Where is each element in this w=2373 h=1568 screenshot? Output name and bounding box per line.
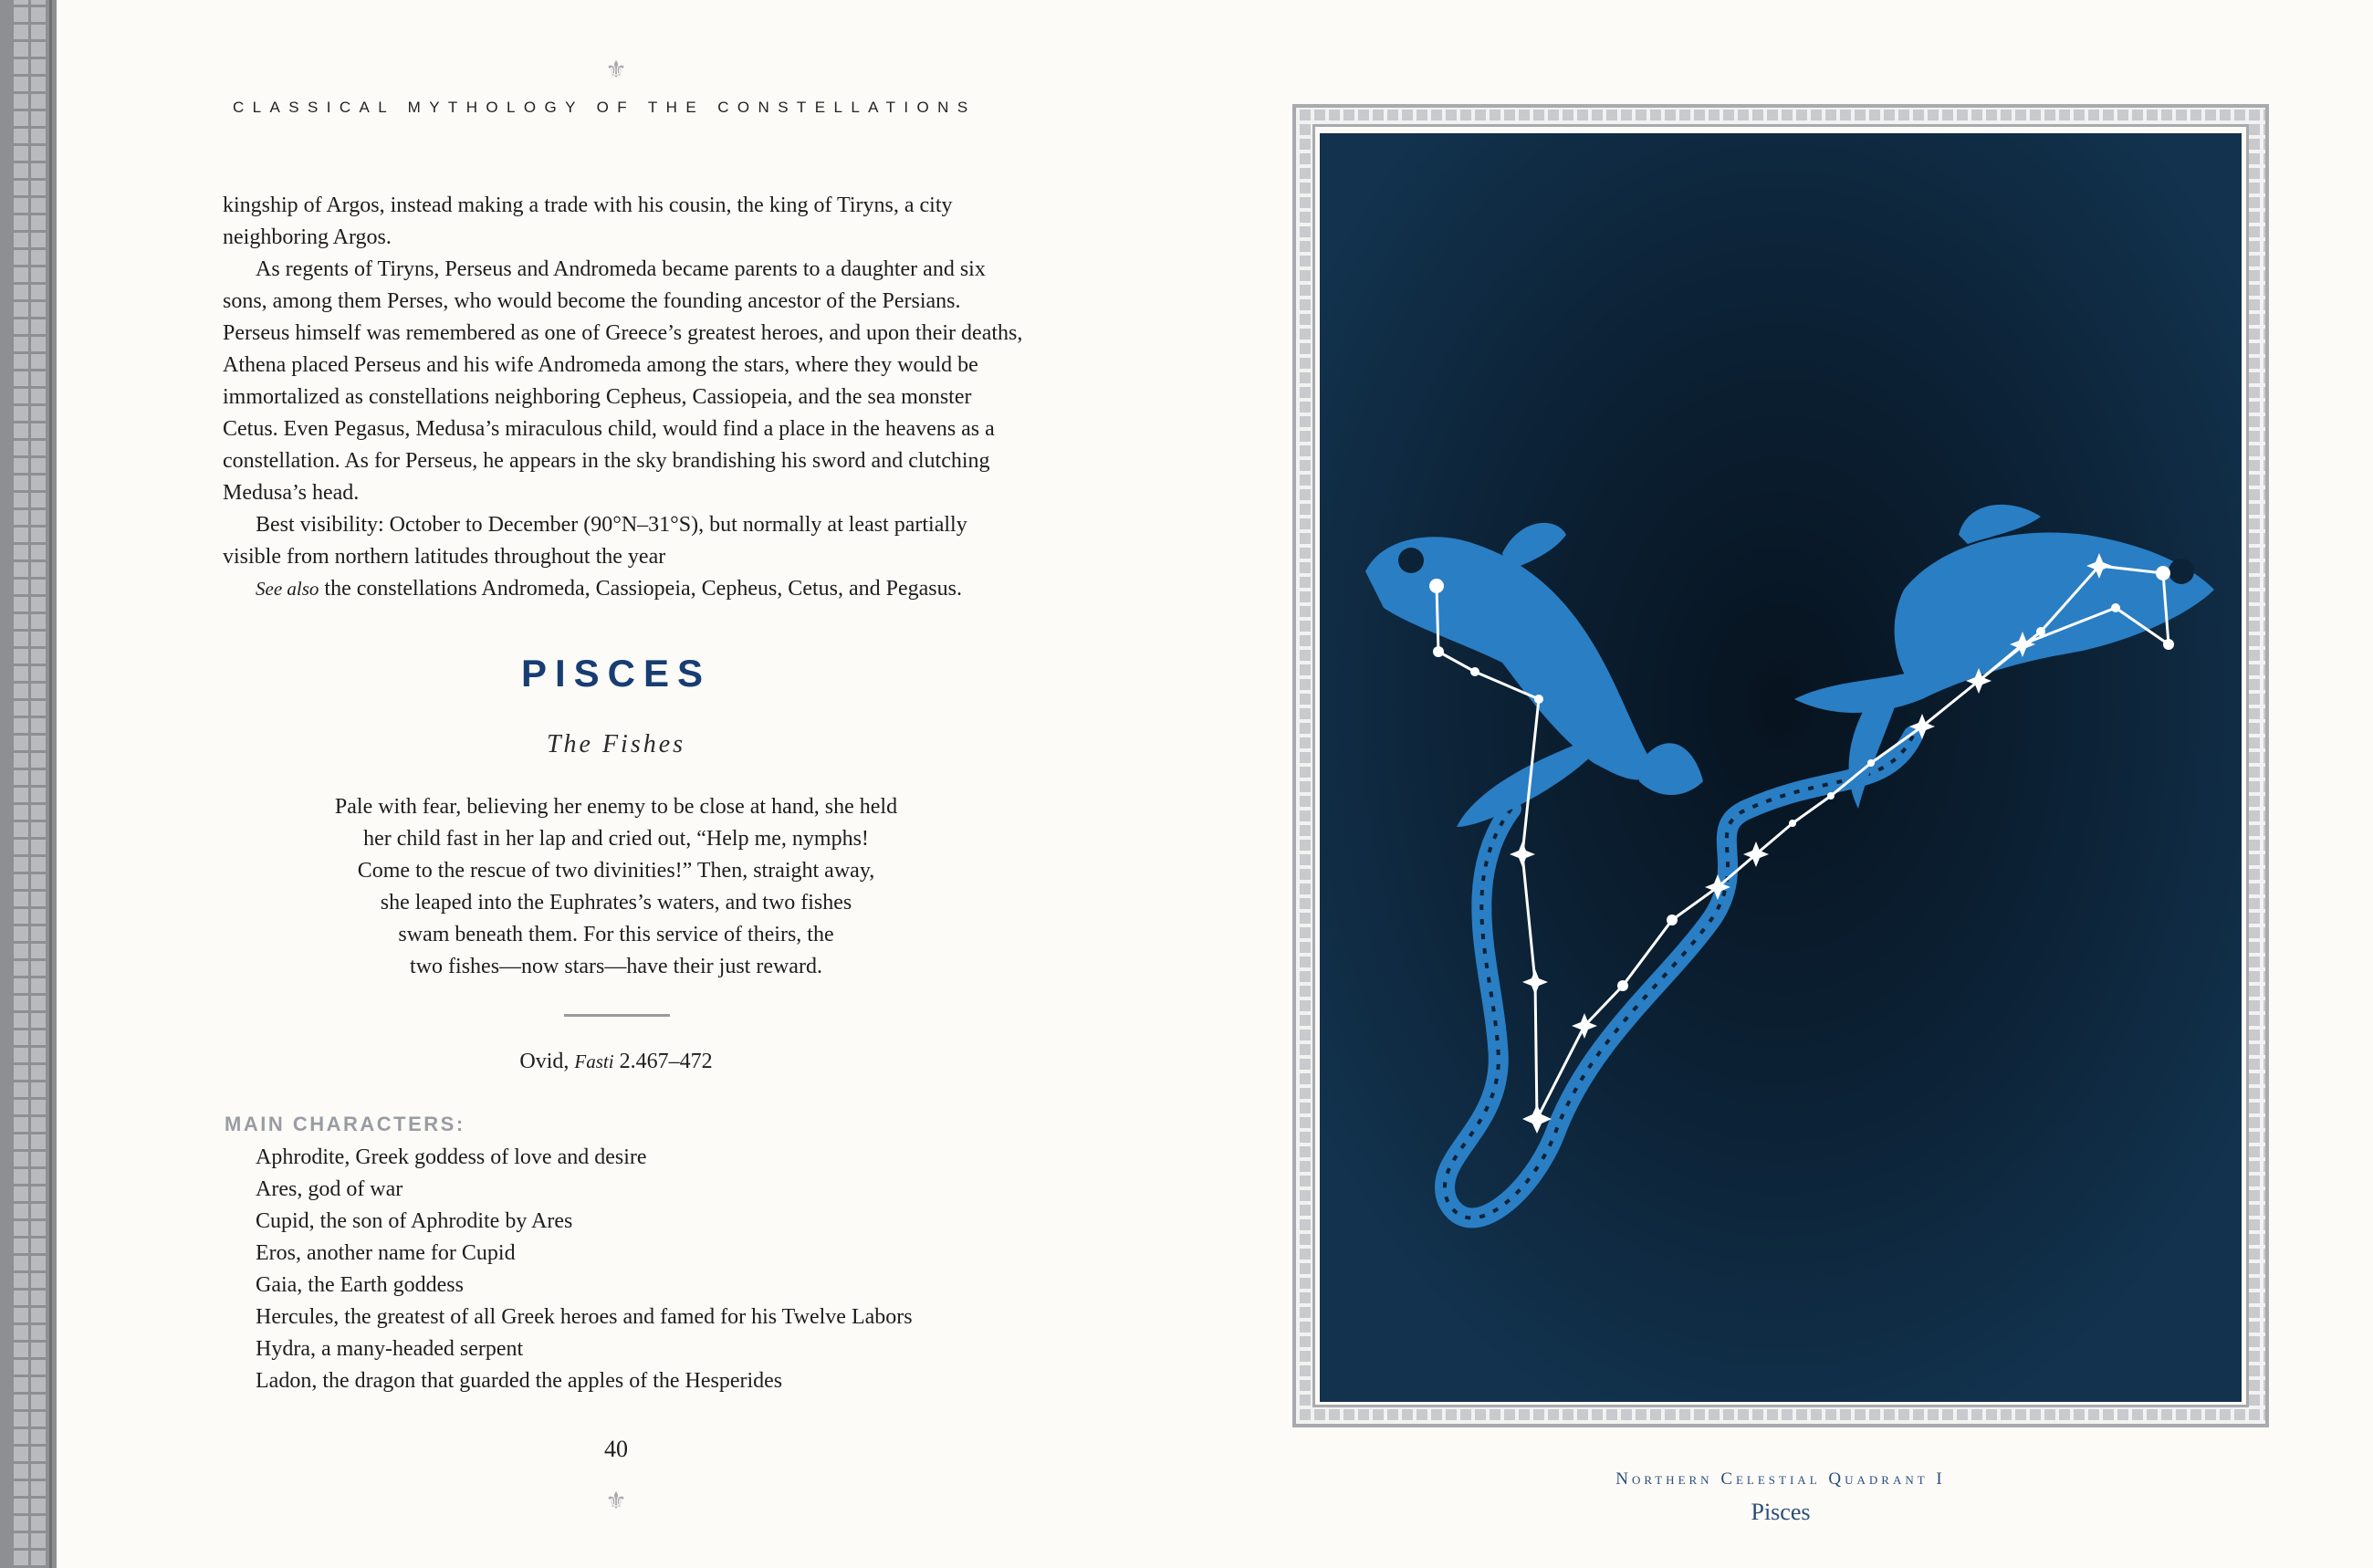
epigraph — [274, 791, 958, 983]
character-item: Aphrodite, Greek goddess of love and desire — [256, 1145, 647, 1169]
character-item: Ares, god of war — [256, 1177, 403, 1201]
paragraph: kingship of Argos, instead making a trade with his cousin, the king of Tiryns, a city neighboring Argos. — [223, 193, 953, 249]
see-also-label: See also — [256, 578, 319, 600]
epigraph-line: two fishes—now stars—have their just reward. — [410, 955, 822, 978]
star — [1470, 667, 1479, 676]
star — [2036, 627, 2045, 636]
star — [1429, 579, 1444, 593]
pisces-constellation-illustration — [1320, 133, 2242, 1402]
star — [2163, 639, 2174, 650]
star — [2111, 603, 2120, 612]
epigraph-line: her child fast in her lap and cried out, “Help me, nymphs! — [363, 827, 869, 851]
star — [1827, 792, 1835, 800]
main-characters-list — [256, 1142, 1031, 1397]
character-item: Hercules, the greatest of all Greek heroes and famed for his Twelve Labors — [256, 1305, 913, 1329]
character-item: Gaia, the Earth goddess — [256, 1273, 464, 1297]
border-edge — [49, 0, 52, 1568]
bottom-ornament-icon: ⚜ — [605, 1488, 627, 1514]
epigraph-divider — [564, 1014, 670, 1017]
star — [1667, 915, 1678, 925]
paragraph: As regents of Tiryns, Perseus and Andromeda became parents to a daughter and six sons, among them Perses, who would become the founding ancestor of the Persians. Perseus himself was remembered as one of Greece’s greatest heroes, and upon their deaths, Athena placed Perseus and his wife Andromeda among the stars, where they would be immortalized as constellations neighboring Cepheus, Cassiopeia, and the sea monster Cetus. Even Pegasus, Medusa’s miraculous child, would find a place in the heavens as a constellation. As for Perseus, he appears in the sky brandishing his sword and clutching Medusa’s head. — [223, 257, 1023, 505]
star — [1789, 820, 1796, 827]
see-also-text: the constellations Andromeda, Cassiopeia, Cepheus, Cetus, and Pegasus. — [319, 577, 962, 601]
greek-key-pattern — [11, 0, 46, 1568]
citation-author: Ovid, — [519, 1050, 575, 1073]
greek-key-border — [0, 0, 57, 1568]
page-number: 40 — [604, 1436, 628, 1462]
epigraph-line: she leaped into the Euphrates’s waters, and two fishes — [380, 891, 852, 915]
perseus-continued-text — [223, 190, 1026, 605]
pisces-plate — [1320, 133, 2242, 1402]
visibility-paragraph: Best visibility: October to December (90°N–31°S), but normally at least partially visible from northern latitudes throughout the year — [223, 513, 967, 569]
star — [2156, 566, 2170, 580]
character-item: Ladon, the dragon that guarded the apples of the Hesperides — [256, 1369, 783, 1393]
plate-caption-quadrant: Northern Celestial Quadrant I — [1615, 1469, 1946, 1489]
star — [1867, 759, 1875, 767]
character-item: Eros, another name for Cupid — [256, 1241, 516, 1265]
star — [1617, 980, 1628, 991]
epigraph-citation — [365, 1050, 867, 1074]
star — [1433, 646, 1444, 657]
section-subtitle: The Fishes — [546, 730, 686, 758]
epigraph-line: swam beneath them. For this service of theirs, the — [398, 923, 834, 946]
epigraph-line: Pale with fear, believing her enemy to be close at hand, she held — [334, 795, 898, 819]
character-item: Cupid, the son of Aphrodite by Ares — [256, 1209, 573, 1233]
see-also-paragraph — [223, 573, 1026, 605]
section-title: PISCES — [520, 652, 712, 695]
plate-caption-name: Pisces — [1751, 1499, 1811, 1525]
citation-location: 2.467–472 — [613, 1050, 713, 1073]
epigraph-line: Come to the rescue of two divinities!” Then, straight away, — [357, 859, 875, 883]
character-item: Hydra, a many-headed serpent — [256, 1337, 524, 1361]
top-ornament-icon: ⚜ — [605, 57, 627, 83]
citation-work: Fasti — [574, 1051, 614, 1072]
running-head: CLASSICAL MYTHOLOGY OF THE CONSTELLATIONS — [233, 99, 977, 116]
star — [1534, 695, 1543, 704]
main-characters-heading: MAIN CHARACTERS: — [225, 1113, 465, 1135]
